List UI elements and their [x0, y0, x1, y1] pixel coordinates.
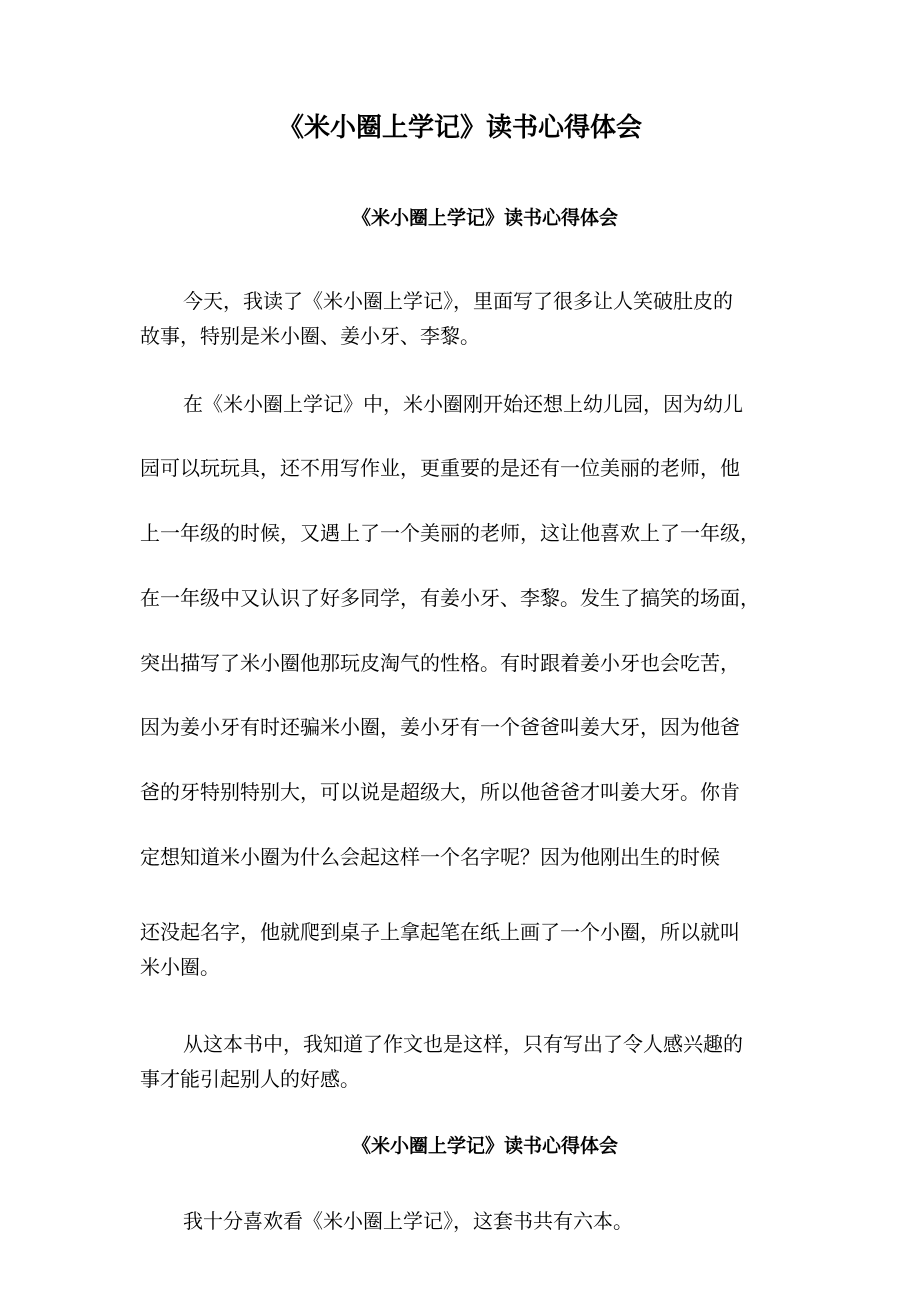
paragraph-line: 定想知道米小圈为什么会起这样一个名字呢？因为他刚出生的时候: [140, 845, 720, 869]
paragraph-line: 园可以玩玩具，还不用写作业，更重要的是还有一位美丽的老师，他: [140, 456, 740, 480]
paragraph-line: 米小圈。: [140, 955, 220, 979]
paragraph-line: 还没起名字，他就爬到桌子上拿起笔在纸上画了一个小圈，所以就叫: [140, 920, 740, 944]
section-2-heading: 《米小圈上学记》读书心得体会: [351, 1135, 618, 1157]
paragraph-line: 今天，我读了《米小圈上学记》，里面写了很多让人笑破肚皮的: [183, 289, 733, 313]
paragraph-line: 因为姜小牙有时还骗米小圈，姜小牙有一个爸爸叫姜大牙，因为他爸: [140, 715, 740, 739]
paragraph-line: 上一年级的时候，又遇上了一个美丽的老师，这让他喜欢上了一年级，: [140, 521, 760, 545]
paragraph-line: 故事，特别是米小圈、姜小牙、李黎。: [140, 324, 480, 348]
paragraph-line: 事才能引起别人的好感。: [140, 1067, 360, 1091]
section-1-heading: 《米小圈上学记》读书心得体会: [351, 207, 618, 229]
paragraph-line: 爸的牙特别特别大，可以说是超级大，所以他爸爸才叫姜大牙。你肯: [140, 780, 740, 804]
paragraph-line: 从这本书中，我知道了作文也是这样，只有写出了令人感兴趣的: [183, 1032, 743, 1056]
document-title: 《米小圈上学记》读书心得体会: [277, 113, 642, 143]
paragraph-line: 在《米小圈上学记》中，米小圈刚开始还想上幼儿园，因为幼儿: [183, 392, 743, 416]
paragraph-line: 突出描写了米小圈他那玩皮淘气的性格。有时跟着姜小牙也会吃苦，: [140, 651, 740, 675]
paragraph-line: 在一年级中又认识了好多同学，有姜小牙、李黎。发生了搞笑的场面，: [140, 586, 760, 610]
paragraph-line: 我十分喜欢看《米小圈上学记》，这套书共有六本。: [183, 1209, 633, 1233]
